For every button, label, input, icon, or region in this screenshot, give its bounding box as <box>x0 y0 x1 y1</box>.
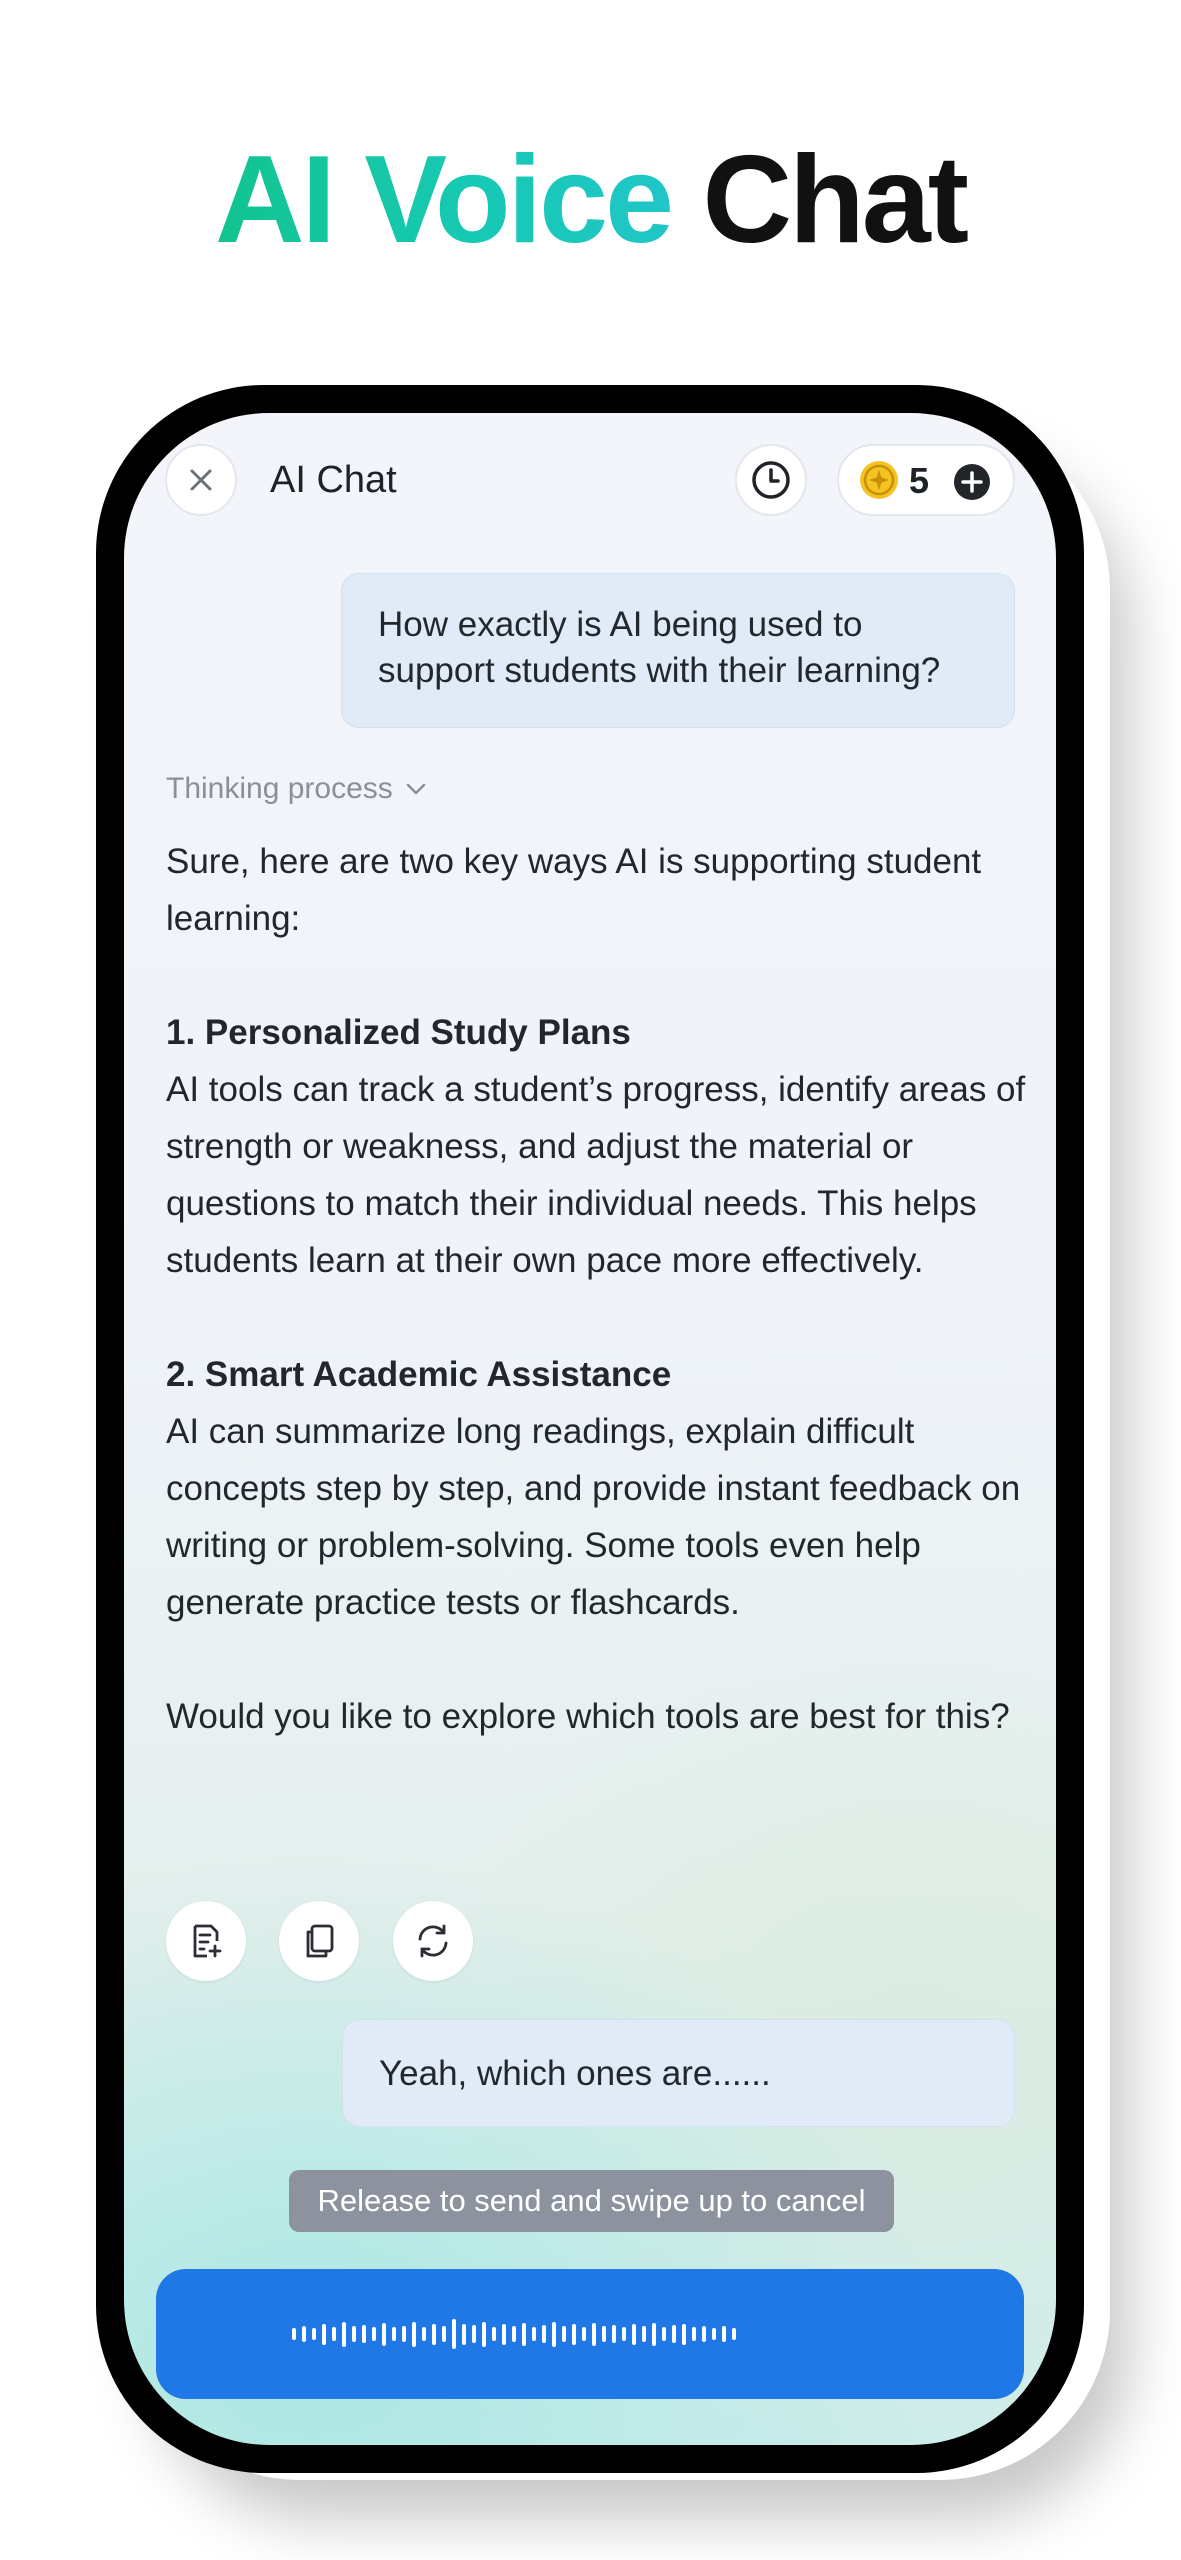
waveform-bar <box>592 2323 596 2346</box>
waveform-bar <box>372 2327 376 2341</box>
waveform-bar <box>322 2324 326 2345</box>
waveform-bar <box>532 2327 536 2341</box>
waveform-bar <box>632 2324 636 2345</box>
waveform-bar <box>302 2326 306 2342</box>
copy-icon <box>299 1921 339 1961</box>
answer-point2-body: AI can summarize long readings, explain difficult concepts step by step, and provide instant feedback on writing or problem-solving. Some tools even help generate practice tests or flashcards. <box>166 1412 1021 1622</box>
user-voice-transcript-bubble: Yeah, which ones are...... <box>342 2019 1015 2127</box>
waveform-bar <box>552 2322 556 2347</box>
history-button[interactable] <box>735 444 807 516</box>
close-icon <box>186 465 216 495</box>
waveform-bar <box>352 2326 356 2342</box>
waveform-bar <box>602 2326 606 2342</box>
page-title: AI Chat <box>270 459 397 501</box>
answer-point1-title: 1. Personalized Study Plans <box>166 1013 631 1052</box>
waveform-bar <box>662 2327 666 2341</box>
coin-icon <box>859 460 899 500</box>
waveform-bar <box>572 2324 576 2345</box>
waveform-bar <box>512 2326 516 2342</box>
note-add-icon <box>186 1921 226 1961</box>
waveform-bar <box>682 2324 686 2345</box>
phone-frame <box>96 385 1084 2473</box>
waveform-bar <box>732 2328 736 2340</box>
clock-icon <box>750 459 792 501</box>
waveform-bar <box>712 2328 716 2340</box>
answer-intro: Sure, here are two key ways AI is supporting student learning: <box>166 842 982 938</box>
waveform-bar <box>462 2324 466 2345</box>
waveform-bar <box>312 2328 316 2340</box>
voice-waveform <box>292 2269 736 2399</box>
hero-title <box>0 131 1181 269</box>
waveform-bar <box>562 2326 566 2342</box>
waveform-bar <box>622 2327 626 2341</box>
waveform-bar <box>642 2326 646 2342</box>
waveform-bar <box>482 2322 486 2347</box>
waveform-bar <box>702 2326 706 2342</box>
thinking-label: Thinking process <box>166 772 393 805</box>
chat-screen <box>124 413 1056 2445</box>
waveform-bar <box>652 2323 656 2346</box>
waveform-bar <box>672 2325 676 2343</box>
hero-title-rest: Chat <box>702 131 967 269</box>
waveform-bar <box>452 2319 456 2349</box>
waveform-bar <box>582 2327 586 2341</box>
waveform-bar <box>692 2327 696 2341</box>
close-button[interactable] <box>165 444 237 516</box>
answer-closing: Would you like to explore which tools are best for this? <box>166 1697 1010 1736</box>
waveform-bar <box>522 2323 526 2346</box>
credits-pill[interactable] <box>837 444 1015 516</box>
hold-to-talk-button[interactable] <box>156 2269 1024 2399</box>
credit-count: 5 <box>909 460 930 501</box>
waveform-bar <box>722 2326 726 2342</box>
waveform-bar <box>492 2327 496 2341</box>
refresh-icon <box>413 1921 453 1961</box>
waveform-bar <box>432 2324 436 2345</box>
waveform-bar <box>422 2327 426 2341</box>
waveform-bar <box>442 2326 446 2342</box>
add-note-button[interactable] <box>166 1901 246 1981</box>
user-message-bubble: How exactly is AI being used to support students with their learning? <box>341 573 1015 728</box>
waveform-bar <box>402 2326 406 2342</box>
waveform-bar <box>382 2323 386 2346</box>
waveform-bar <box>392 2327 396 2341</box>
copy-button[interactable] <box>279 1901 359 1981</box>
regenerate-button[interactable] <box>393 1901 473 1981</box>
waveform-bar <box>292 2328 296 2340</box>
thinking-toggle[interactable] <box>166 771 429 807</box>
answer-point2-title: 2. Smart Academic Assistance <box>166 1355 672 1394</box>
plus-circle-icon[interactable] <box>953 463 991 501</box>
ai-answer <box>166 833 1026 1745</box>
waveform-bar <box>362 2325 366 2343</box>
waveform-bar <box>472 2325 476 2343</box>
answer-point1-body: AI tools can track a student’s progress, identify areas of strength or weakness, and adjust the material or questions to match their individual needs. This helps students learn at their own pace more effectively. <box>166 1070 1026 1280</box>
waveform-bar <box>502 2324 506 2345</box>
waveform-bar <box>332 2327 336 2341</box>
waveform-bar <box>612 2325 616 2343</box>
waveform-bar <box>542 2325 546 2343</box>
hero-title-accent: AI Voice <box>214 131 672 269</box>
chevron-down-icon <box>403 776 429 802</box>
voice-hint-tooltip: Release to send and swipe up to cancel <box>289 2170 894 2232</box>
waveform-bar <box>412 2322 416 2347</box>
waveform-bar <box>342 2322 346 2347</box>
